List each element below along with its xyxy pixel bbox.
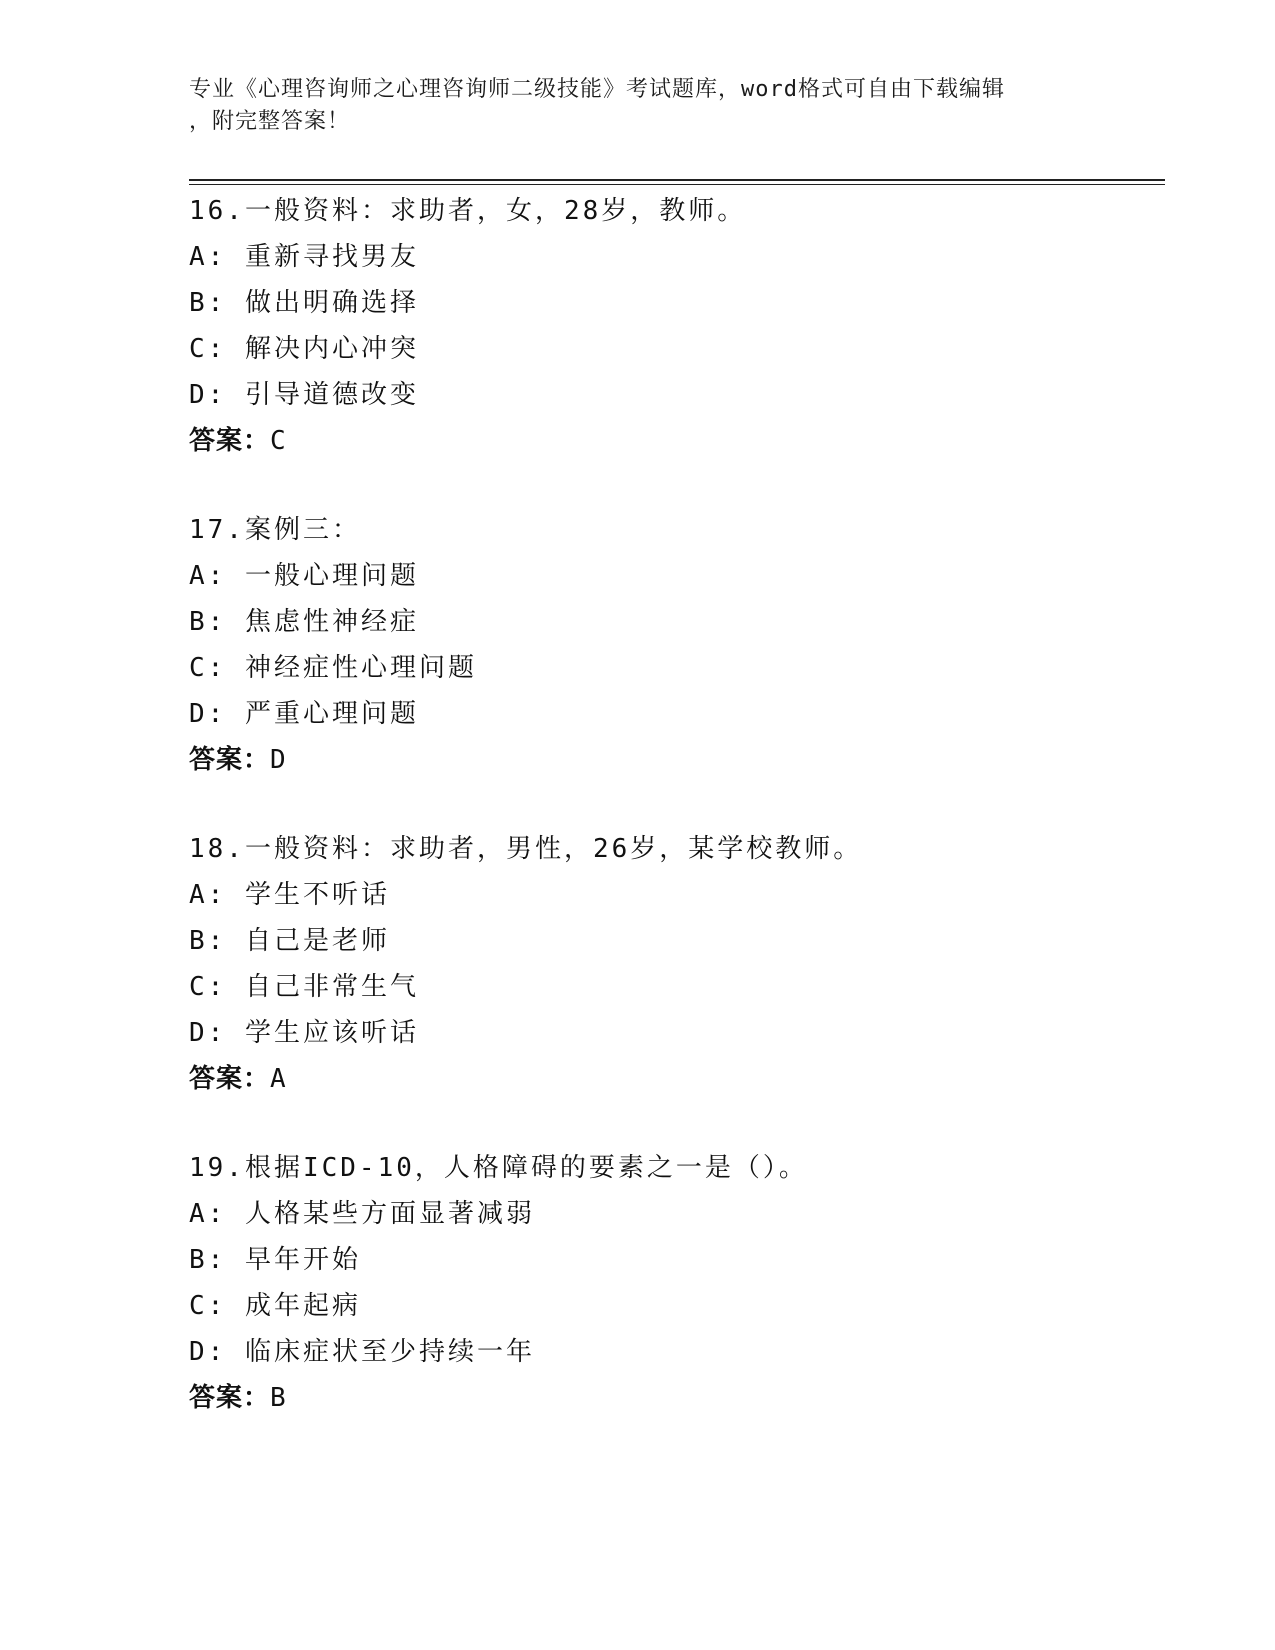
- option-c: C: 成年起病: [189, 1291, 361, 1321]
- question-list: [189, 188, 1165, 1464]
- answer: [189, 1056, 1165, 1102]
- question-stem: 18.一般资料：求助者，男性，26岁，某学校教师。: [189, 834, 863, 864]
- document-header: [189, 74, 1089, 138]
- header-line-2: ，附完整答案！: [189, 109, 351, 134]
- option-c: C: 神经症性心理问题: [189, 653, 477, 683]
- question-stem: 17.案例三：: [189, 515, 361, 545]
- option-b: B: 做出明确选择: [189, 288, 419, 318]
- answer: [189, 737, 1165, 783]
- answer-label: 答案：: [189, 745, 271, 775]
- question-stem: 16.一般资料：求助者，女，28岁，教师。: [189, 196, 747, 226]
- question-18: [189, 826, 1165, 1102]
- answer-label: 答案：: [189, 426, 271, 456]
- answer: [189, 1375, 1165, 1421]
- header-divider-thick: [189, 179, 1165, 181]
- option-d: D: 临床症状至少持续一年: [189, 1337, 535, 1367]
- answer-label: 答案：: [189, 1383, 271, 1413]
- answer-label: 答案：: [189, 1064, 271, 1094]
- option-b: B: 焦虑性神经症: [189, 607, 419, 637]
- option-c: C: 自己非常生气: [189, 972, 419, 1002]
- option-b: B: 自己是老师: [189, 926, 390, 956]
- option-a: A: 人格某些方面显著减弱: [189, 1199, 535, 1229]
- option-a: A: 一般心理问题: [189, 561, 419, 591]
- answer-value: D: [270, 745, 286, 775]
- option-d: D: 引导道德改变: [189, 380, 419, 410]
- header-divider-thin: [189, 184, 1165, 185]
- option-a: A: 重新寻找男友: [189, 242, 419, 272]
- header-line-1: 专业《心理咨询师之心理咨询师二级技能》考试题库，word格式可自由下载编辑: [189, 77, 1005, 102]
- question-19: [189, 1145, 1165, 1421]
- answer: [189, 418, 1165, 464]
- question-17: [189, 507, 1165, 783]
- option-c: C: 解决内心冲突: [189, 334, 419, 364]
- question-16: [189, 188, 1165, 464]
- question-stem: 19.根据ICD-10，人格障碍的要素之一是（）。: [189, 1153, 808, 1183]
- option-d: D: 学生应该听话: [189, 1018, 419, 1048]
- answer-value: A: [270, 1064, 286, 1094]
- option-b: B: 早年开始: [189, 1245, 361, 1275]
- answer-value: C: [270, 426, 286, 456]
- answer-value: B: [270, 1383, 286, 1413]
- option-d: D: 严重心理问题: [189, 699, 419, 729]
- option-a: A: 学生不听话: [189, 880, 390, 910]
